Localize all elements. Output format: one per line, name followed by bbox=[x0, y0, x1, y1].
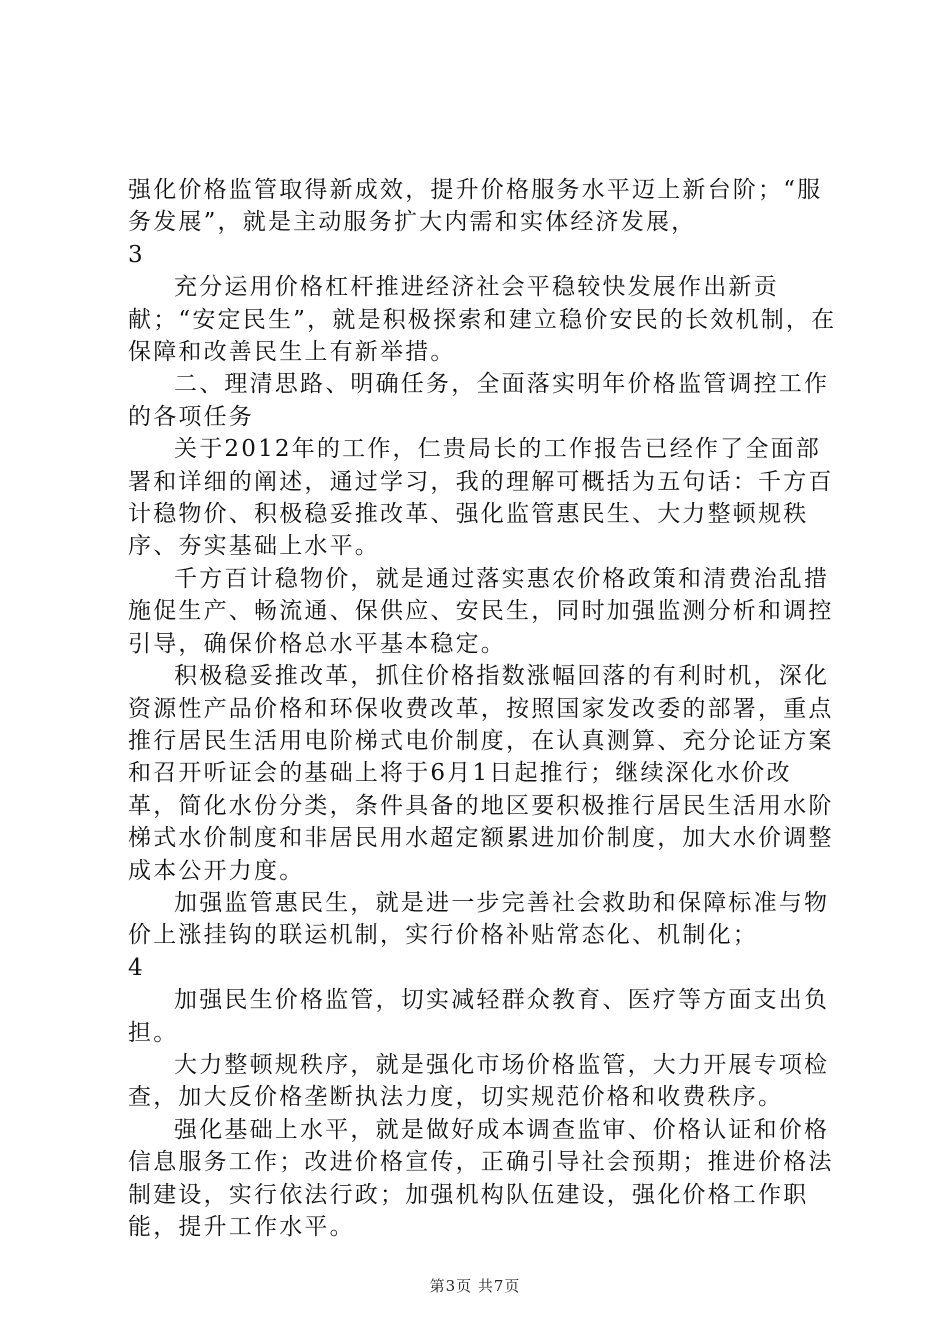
paragraph: 积极稳妥推改革，抓住价格指数涨幅回落的有利时机，深化资源性产品价格和环保收费改革，按照国家发改委的部署，重点推行居民生活用电阶梯式电价制度，在认真测算、充分论证方案和召开听证会的基础上将于6月1日起推行；继续深化水价改革，简化水份分类，条件具备的地区要积极推行居民生活用水阶梯式水价制度和非居民用水超定额累进加价制度，加大水价调整成本公开力度。 bbox=[128, 663, 834, 884]
paragraph: 关于2012年的工作，仁贵局长的工作报告已经作了全面部署和详细的阐述，通过学习，我的理解可概括为五句话：千方百计稳物价、积极稳妥推改革、强化监管惠民生、大力整顿规秩序、夯实基础上水平。 bbox=[128, 436, 834, 560]
inline-page-number: 3 bbox=[128, 241, 145, 268]
document-body bbox=[128, 174, 840, 1243]
paragraph: 强化价格监管取得新成效，提升价格服务水平迈上新台阶；“服务发展”，就是主动服务扩大内需和实体经济发展， bbox=[128, 177, 823, 236]
paragraph: 加强民生价格监管，切实减轻群众教育、医疗等方面支出负担。 bbox=[128, 987, 830, 1046]
paragraph: 加强监管惠民生，就是进一步完善社会救助和保障标准与物价上涨挂钩的联运机制，实行价格补贴常态化、机制化； bbox=[128, 889, 830, 949]
inline-page-number: 4 bbox=[128, 954, 145, 981]
paragraph: 充分运用价格杠杆推进经济社会平稳较快发展作出新贡献；“安定民生”，就是积极探索和建立稳价安民的长效机制，在保障和改善民生上有新举措。 bbox=[128, 274, 837, 366]
page-footer: 第3页 共7页 bbox=[429, 1277, 521, 1295]
paragraph: 千方百计稳物价，就是通过落实惠农价格政策和清费治乱措施促生产、畅流通、保供应、安民生，同时加强监测分析和调控引导，确保价格总水平基本稳定。 bbox=[128, 565, 834, 657]
paragraph: 强化基础上水平，就是做好成本调查监审、价格认证和价格信息服务工作；改进价格宣传，正确引导社会预期；推进价格法制建设，实行依法行政；加强机构队伍建设，强化价格工作职能，提升工作水平。 bbox=[128, 1116, 834, 1240]
section-heading: 二、理清思路、明确任务，全面落实明年价格监管调控工作的各项任务 bbox=[128, 371, 830, 430]
paragraph: 大力整顿规秩序，就是强化市场价格监管，大力开展专项检查，加大反价格垄断执法力度，切实规范价格和收费秩序。 bbox=[128, 1051, 830, 1111]
